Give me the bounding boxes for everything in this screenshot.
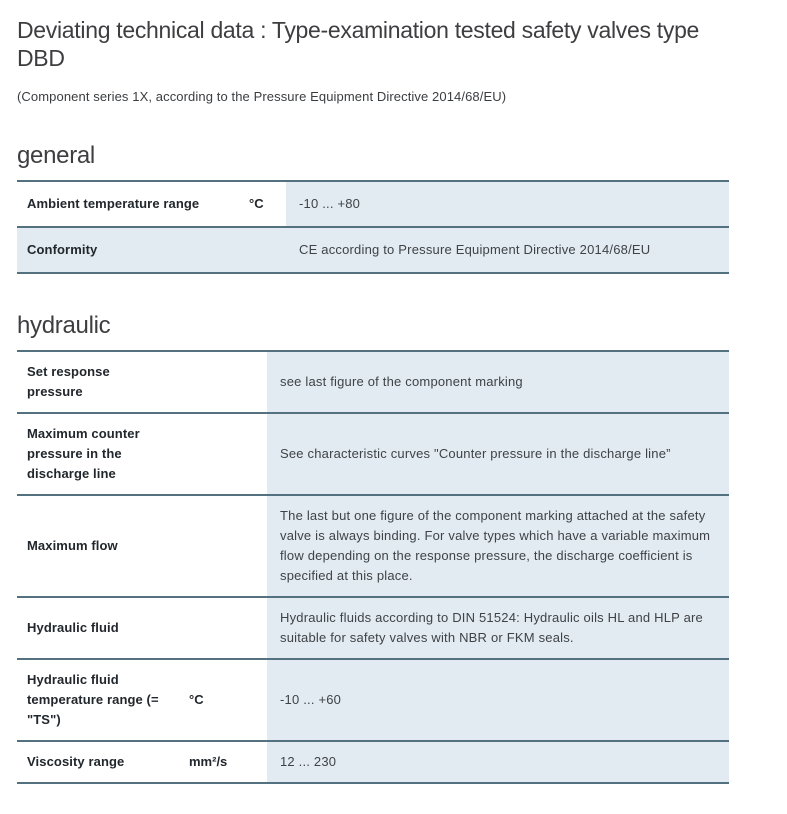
row-value: -10 ... +60 <box>267 659 729 741</box>
row-value: 12 ... 230 <box>267 741 729 783</box>
row-label: Hydraulic fluid temperature range (= "TS") <box>17 659 167 741</box>
row-value: The last but one figure of the component marking attached at the safety valve is always binding. For valve types which have a variable maximum flow depending on the response pressure, the discharge coefficient is specified at this place. <box>267 495 729 597</box>
row-value: see last figure of the component marking <box>267 351 729 413</box>
row-unit <box>167 495 267 597</box>
row-value: CE according to Pressure Equipment Directive 2014/68/EU <box>286 227 729 273</box>
row-unit <box>249 227 286 273</box>
general-table <box>17 180 729 274</box>
table-row <box>17 597 729 659</box>
table-row <box>17 659 729 741</box>
hydraulic-table <box>17 350 729 784</box>
row-unit: mm²/s <box>167 741 267 783</box>
table-row <box>17 413 729 495</box>
row-label: Viscosity range <box>17 741 167 783</box>
table-row <box>17 181 729 227</box>
row-label: Ambient temperature range <box>17 181 249 227</box>
row-unit <box>167 351 267 413</box>
row-value: Hydraulic fluids according to DIN 51524: Hydraulic oils HL and HLP are suitable for safety valves with NBR or FKM seals. <box>267 597 729 659</box>
row-unit: °C <box>167 659 267 741</box>
row-value: -10 ... +80 <box>286 181 729 227</box>
table-row <box>17 351 729 413</box>
page-title: Deviating technical data : Type-examination tested safety valves type DBD <box>17 17 700 71</box>
table-row <box>17 741 729 783</box>
table-row <box>17 495 729 597</box>
row-label: Hydraulic fluid <box>17 597 167 659</box>
row-label: Maximum flow <box>17 495 167 597</box>
row-label: Maximum counter pressure in the discharge line <box>17 413 167 495</box>
section-heading-general: general <box>17 142 95 169</box>
row-unit <box>167 413 267 495</box>
section-heading-hydraulic: hydraulic <box>17 312 111 339</box>
page-subtitle: (Component series 1X, according to the Pressure Equipment Directive 2014/68/EU) <box>17 89 507 104</box>
row-unit <box>167 597 267 659</box>
row-label: Conformity <box>17 227 249 273</box>
row-value: See characteristic curves "Counter pressure in the discharge line” <box>267 413 729 495</box>
row-label: Set response pressure <box>17 351 167 413</box>
row-unit: °C <box>249 181 286 227</box>
table-row <box>17 227 729 273</box>
